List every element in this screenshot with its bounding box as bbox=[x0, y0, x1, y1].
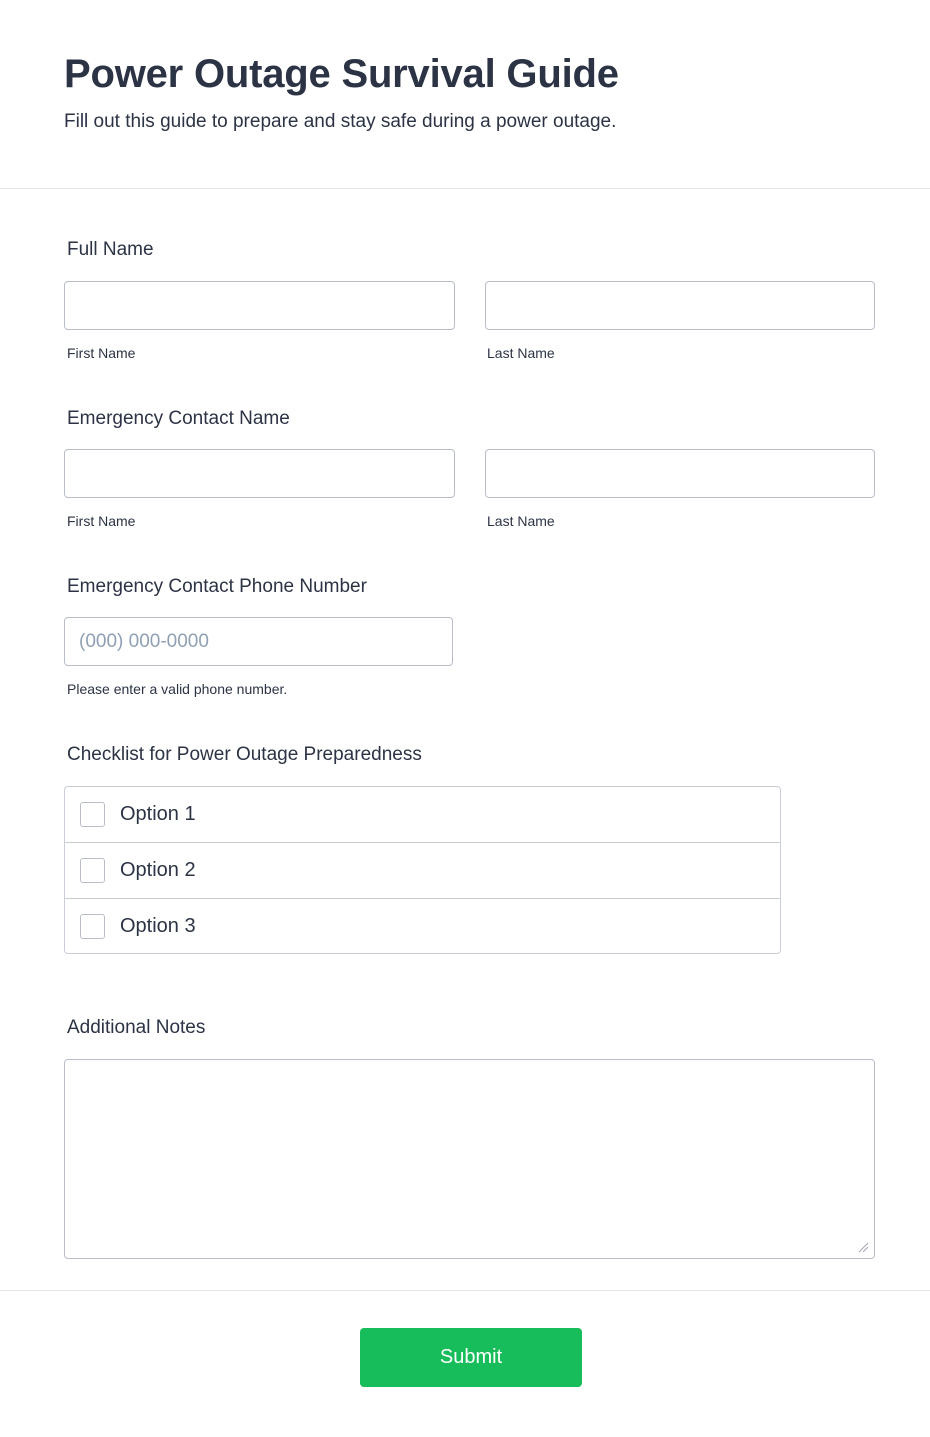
emergency-phone-input[interactable] bbox=[64, 617, 453, 666]
page-title: Power Outage Survival Guide bbox=[64, 52, 619, 96]
checklist-label: Checklist for Power Outage Preparedness bbox=[67, 744, 422, 765]
full-name-first-input[interactable] bbox=[64, 281, 455, 330]
emergency-phone-label: Emergency Contact Phone Number bbox=[67, 576, 367, 597]
checklist-group bbox=[64, 786, 781, 954]
checklist-option-label: Option 3 bbox=[120, 914, 196, 937]
checkbox[interactable] bbox=[80, 858, 105, 883]
checkbox[interactable] bbox=[80, 802, 105, 827]
emergency-contact-last-input[interactable] bbox=[485, 449, 875, 498]
full-name-label: Full Name bbox=[67, 239, 154, 260]
checklist-option-2[interactable] bbox=[65, 843, 780, 899]
checkbox[interactable] bbox=[80, 914, 105, 939]
notes-textarea[interactable] bbox=[64, 1059, 875, 1259]
full-name-first-sublabel: First Name bbox=[67, 345, 136, 361]
checklist-option-1[interactable] bbox=[65, 787, 780, 843]
emergency-contact-first-sublabel: First Name bbox=[67, 513, 136, 529]
checklist-option-3[interactable] bbox=[65, 899, 780, 953]
full-name-last-input[interactable] bbox=[485, 281, 875, 330]
emergency-contact-first-input[interactable] bbox=[64, 449, 455, 498]
footer-divider bbox=[0, 1290, 930, 1291]
form-header bbox=[0, 0, 930, 189]
notes-label: Additional Notes bbox=[67, 1017, 206, 1038]
full-name-last-sublabel: Last Name bbox=[487, 345, 555, 361]
emergency-contact-name-label: Emergency Contact Name bbox=[67, 408, 290, 429]
checklist-option-label: Option 1 bbox=[120, 803, 196, 825]
emergency-phone-hint: Please enter a valid phone number. bbox=[67, 681, 288, 697]
page-subtitle: Fill out this guide to prepare and stay safe during a power outage. bbox=[64, 111, 617, 132]
submit-button[interactable]: Submit bbox=[360, 1328, 582, 1387]
emergency-contact-last-sublabel: Last Name bbox=[487, 513, 555, 529]
resize-grip-icon[interactable] bbox=[857, 1241, 869, 1253]
checklist-option-label: Option 2 bbox=[120, 859, 196, 881]
